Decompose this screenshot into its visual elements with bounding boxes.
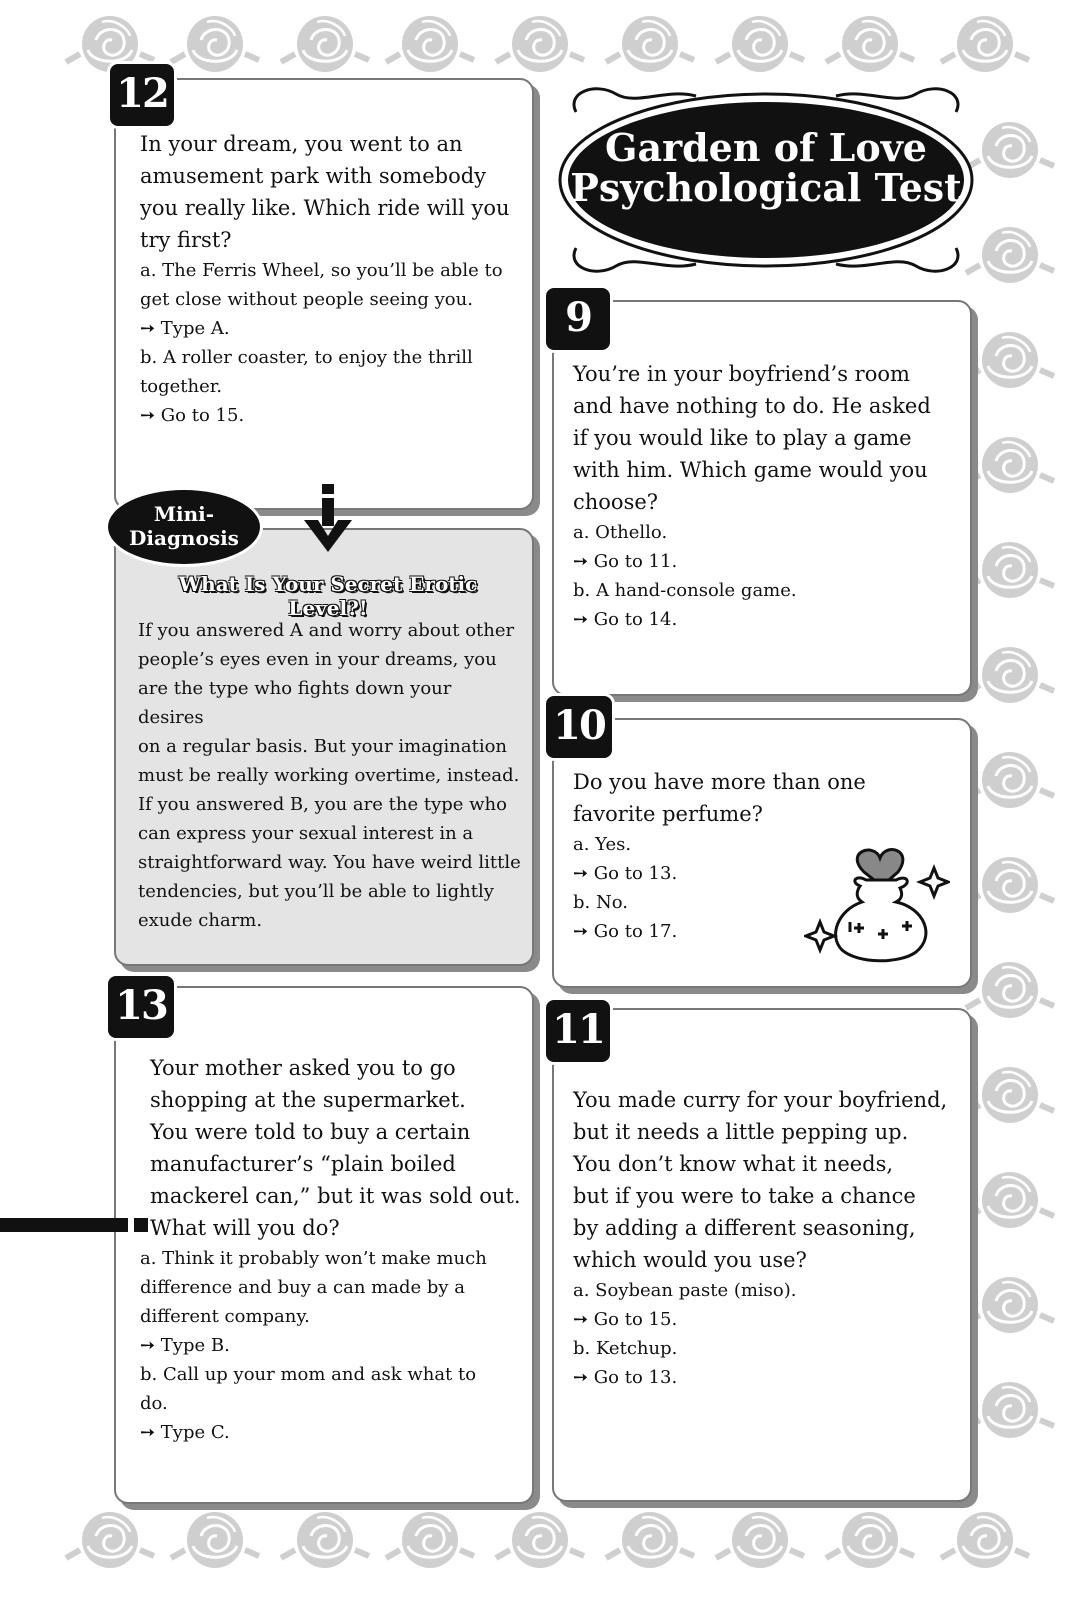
question-line: if you would like to play a game — [573, 426, 912, 450]
question-line: Do you have more than one — [573, 770, 866, 794]
option-line: a. Soybean paste (miso). — [573, 1280, 797, 1301]
option-line: b. Call up your mom and ask what to — [140, 1364, 477, 1385]
option-line: b. A hand-console game. — [573, 580, 797, 601]
question-line: What will you do? — [150, 1216, 340, 1240]
title-line-2: Psychological Test — [570, 165, 962, 210]
question-11-text — [573, 1084, 965, 1392]
option-line: a. Othello. — [573, 522, 668, 543]
option-line: ➙ Go to 14. — [573, 609, 678, 630]
question-line: and have nothing to do. He asked — [573, 394, 931, 418]
perfume-bottle-icon — [804, 842, 950, 964]
page-title — [556, 125, 976, 210]
question-line: You don’t know what it needs, — [573, 1152, 894, 1176]
question-13-text — [150, 1052, 522, 1244]
question-10-badge: 10 — [546, 696, 612, 758]
side-tab-marker — [0, 1218, 128, 1232]
option-line: ➙ Go to 13. — [573, 1367, 678, 1388]
option-line: ➙ Go to 15. — [140, 405, 245, 426]
question-line: Your mother asked you to go — [150, 1056, 456, 1080]
badge-line-2: Diagnosis — [129, 526, 239, 550]
diagnosis-line: exude charm. — [138, 910, 263, 931]
diagnosis-body — [138, 616, 522, 935]
option-line: ➙ Type C. — [140, 1422, 230, 1443]
question-line: shopping at the supermarket. — [150, 1088, 466, 1112]
diagnosis-line: tendencies, but you’ll be able to lightly — [138, 881, 494, 902]
option-line: ➙ Go to 13. — [573, 863, 678, 884]
question-line: choose? — [573, 490, 659, 514]
option-line: get close without people seeing you. — [140, 289, 473, 310]
rose-row-bottom — [66, 1512, 1029, 1568]
down-arrow-icon — [300, 484, 356, 556]
question-9-text — [573, 358, 958, 634]
question-line: by adding a different seasoning, — [573, 1216, 916, 1240]
diagnosis-line: must be really working overtime, instead. — [138, 765, 520, 786]
question-13-options — [140, 1244, 520, 1447]
side-tab-square — [134, 1218, 148, 1232]
question-12-text — [140, 128, 520, 430]
question-line: but if you were to take a chance — [573, 1184, 916, 1208]
question-line: try first? — [140, 228, 232, 252]
diagnosis-line: are the type who fights down your desires — [138, 678, 452, 728]
option-line: ➙ Go to 11. — [573, 551, 678, 572]
option-line: a. Think it probably won’t make much — [140, 1248, 487, 1269]
title-line-1: Garden of Love — [605, 125, 927, 170]
option-line: ➙ Go to 17. — [573, 921, 678, 942]
option-line: ➙ Type B. — [140, 1335, 230, 1356]
question-line: manufacturer’s “plain boiled — [150, 1152, 456, 1176]
option-line: a. Yes. — [573, 834, 632, 855]
question-line: mackerel can,” but it was sold out. — [150, 1184, 521, 1208]
diagnosis-line: straightforward way. You have weird little — [138, 852, 521, 873]
question-line: with him. Which game would you — [573, 458, 928, 482]
question-line: you really like. Which ride will you — [140, 196, 510, 220]
option-line: ➙ Go to 15. — [573, 1309, 678, 1330]
diagnosis-line: If you answered A and worry about other — [138, 620, 515, 641]
option-line: a. The Ferris Wheel, so you’ll be able to — [140, 260, 503, 281]
option-line: b. No. — [573, 892, 628, 913]
mini-diagnosis-badge — [108, 490, 260, 564]
option-line: ➙ Type A. — [140, 318, 230, 339]
option-line: b. Ketchup. — [573, 1338, 678, 1359]
rose-row-top — [66, 16, 1029, 72]
badge-line-1: Mini- — [153, 502, 215, 526]
diagnosis-line: on a regular basis. But your imagination — [138, 736, 507, 757]
question-line: which would you use? — [573, 1248, 807, 1272]
question-11-badge: 11 — [546, 1000, 610, 1062]
option-line: different company. — [140, 1306, 310, 1327]
diagnosis-line: If you answered B, you are the type who — [138, 794, 507, 815]
question-9-badge: 9 — [546, 288, 610, 350]
option-line: b. A roller coaster, to enjoy the thrill — [140, 347, 473, 368]
question-13-badge: 13 — [108, 976, 174, 1038]
question-line: You made curry for your boyfriend, — [573, 1088, 948, 1112]
diagnosis-line: can express your sexual interest in a — [138, 823, 474, 844]
diagnosis-title: What Is Your Secret Erotic Level?! — [178, 572, 478, 620]
option-line: do. — [140, 1393, 168, 1414]
question-line: You’re in your boyfriend’s room — [573, 362, 910, 386]
question-12-badge: 12 — [110, 64, 174, 126]
option-line: together. — [140, 376, 223, 397]
option-line: difference and buy a can made by a — [140, 1277, 466, 1298]
diagnosis-line: people’s eyes even in your dreams, you — [138, 649, 497, 670]
question-line: In your dream, you went to an — [140, 132, 463, 156]
rose-column-right — [966, 122, 1054, 1438]
question-line: amusement park with somebody — [140, 164, 487, 188]
question-line: favorite perfume? — [573, 802, 763, 826]
question-line: You were told to buy a certain — [150, 1120, 471, 1144]
question-line: but it needs a little pepping up. — [573, 1120, 909, 1144]
